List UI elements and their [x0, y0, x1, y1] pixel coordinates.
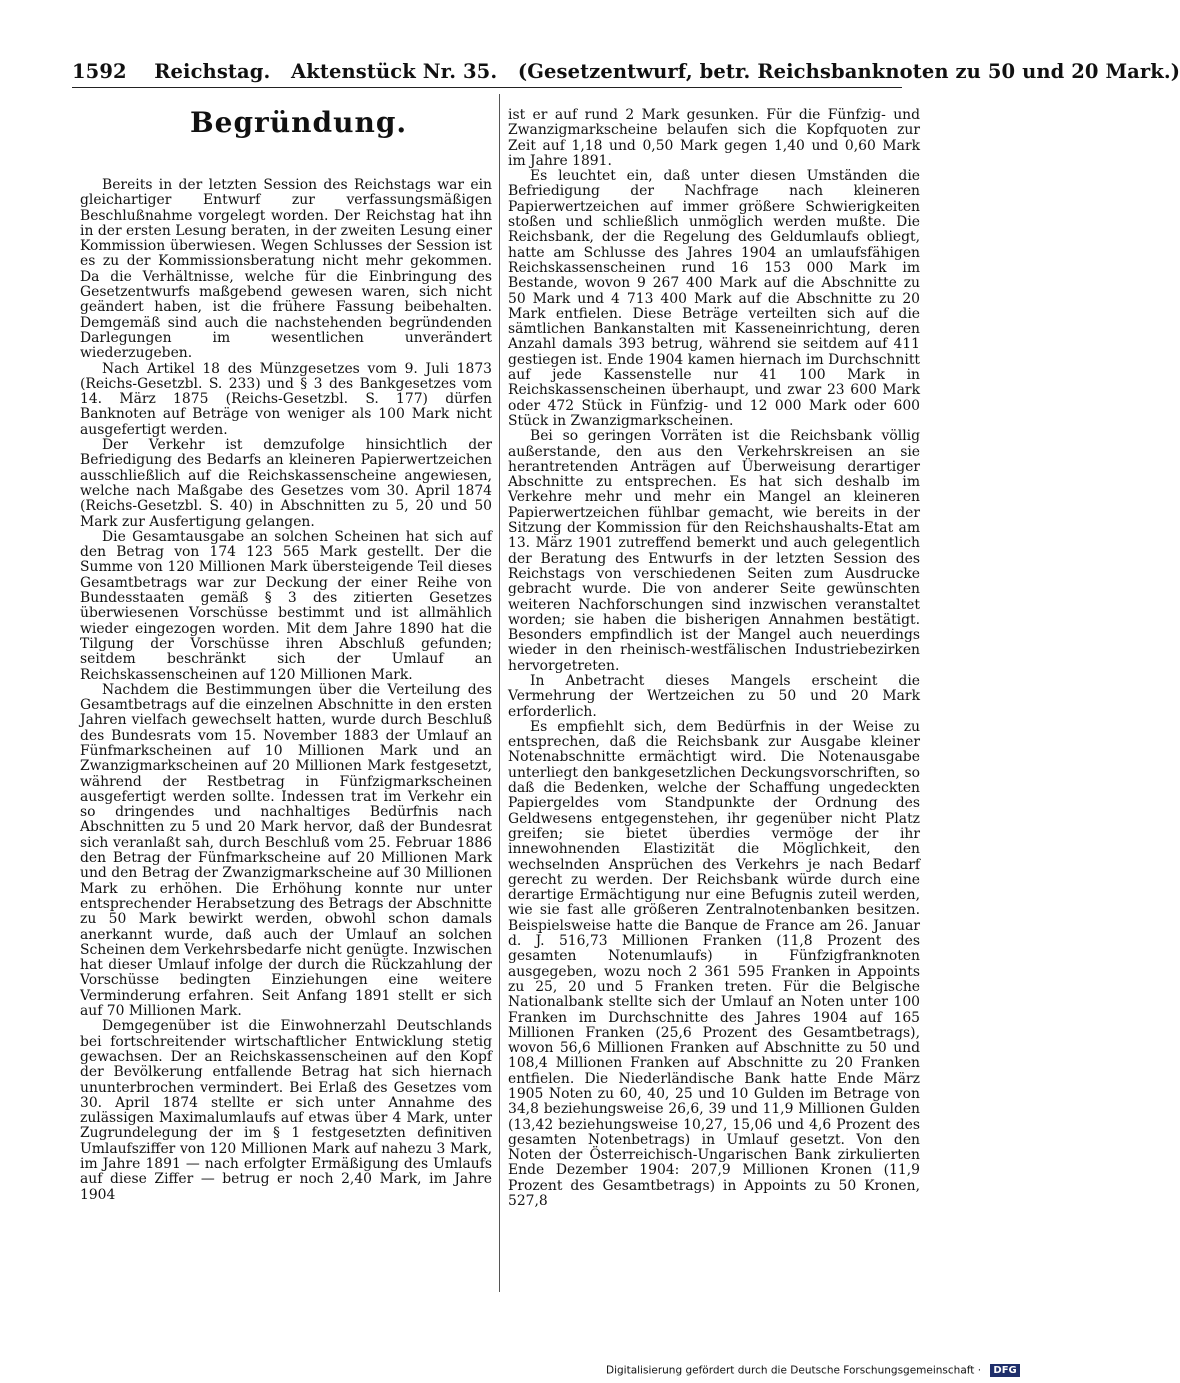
running-header: [72, 60, 1180, 88]
paragraph: Es empfiehlt sich, dem Bedürfnis in der Weise zu entsprechen, daß die Reichsbank zur Ausgabe kleiner Notenabschnitte ermächtigt wird. Die Notenausgabe unterliegt den bankgesetzlichen Deckungsvorschriften, so daß die Bedenken, welche der Schaffung ungedeckten Papiergeldes vom Standpunkte der Ordnung des Geldwesens entgegenstehen, ihr gegenüber nicht Platz greifen; sie bietet überdies vermöge der ihr innewohnenden Elastizität die Möglichkeit, den wechselnden Ansprüchen des Verkehrs je nach Bedarf gerecht zu werden. Der Reichsbank würde durch eine derartige Ermächtigung nur eine Befugnis zuteil werden, wie sie fast alle größeren Zentralnotenbanken besitzen. Beispielsweise hatte die Banque de France am 26. Januar d. J. 516,73 Millionen Franken (11,8 Prozent des gesamten Notenumlaufs) in Fünfzigfranknoten ausgegeben, wozu noch 2 361 595 Franken in Appoints zu 25, 20 und 5 Franken treten. Für die Belgische Nationalbank stellte sich der Umlauf an Noten unter 100 Franken im Durchschnitte des Jahres 1904 auf 165 Millionen Franken (25,6 Prozent des Gesamtbetrags), wovon 56,6 Millionen Franken auf Abschnitte zu 50 und 108,4 Millionen Franken auf Abschnitte zu 20 Franken entfielen. Die Niederländische Bank hatte Ende März 1905 Noten zu 60, 40, 25 und 10 Gulden im Betrage von 34,8 beziehungsweise 26,6, 39 und 11,9 Millionen Gulden (13,42 beziehungsweise 10,27, 15,06 und 4,6 Prozent des gesamten Notenbetrags) in Umlauf gesetzt. Von den Noten der Österreichisch-Ungarischen Bank zirkulierten Ende Dezember 1904: 207,9 Millionen Kronen (11,9 Prozent des Gesamtbetrags) in Appoints zu 50 Kronen, 527,8: [508, 718, 920, 1210]
paragraph: Es leuchtet ein, daß unter diesen Umständen die Befriedigung der Nachfrage nach kleineren Papierwertzeichen auf immer größere Schwierigkeiten stoßen und schließlich unmöglich werden mußte. Die Reichsbank, der die Regelung des Geldumlaufs obliegt, hatte am Schlusse des Jahres 1904 an umlaufsfähigen Reichskassenscheinen rund 16 153 000 Mark im Bestande, wovon 9 267 400 Mark auf die Abschnitte zu 50 Mark und 4 713 400 Mark auf die Abschnitte zu 20 Mark entfielen. Diese Beträge verteilten sich auf die sämtlichen Bankanstalten mit Kasseneinrichtung, deren Anzahl damals 393 betrug, während sie seitdem auf 411 gestiegen ist. Ende 1904 kamen hiernach im Durchschnitt auf jede Kassenstelle nur 41 100 Mark in Reichskassenscheinen überhaupt, und zwar 23 600 Mark oder 472 Stück in Fünfzig- und 12 000 Mark oder 600 Stück in Zwanzigmarkscheinen.: [508, 168, 920, 429]
column-separator: [499, 94, 500, 1292]
right-column: [508, 108, 920, 1209]
dfg-logo: DFG: [990, 1364, 1019, 1377]
digitization-footer: [606, 1364, 1020, 1377]
paragraph: Nachdem die Bestimmungen über die Verteilung des Gesamtbetrags auf die einzelnen Abschnitte in den ersten Jahren vielfach gewechselt hatten, wurde durch Beschluß des Bundesrats vom 15. November 1883 der Umlauf an Fünfmarkscheinen auf 10 Millionen Mark und an Zwanzigmarkscheinen auf 20 Millionen Mark festgesetzt, während der Restbetrag in Fünfzigmarkscheinen ausgefertigt werden sollte. Indessen trat im Verkehr ein so dringendes und nachhaltiges Bedürfnis nach Abschnitten zu 5 und 20 Mark hervor, daß der Bundesrat sich veranlaßt sah, durch Beschluß vom 25. Februar 1886 den Betrag der Fünfmarkscheine auf 20 Millionen Mark und den Betrag der Zwanzigmarkscheine auf 30 Millionen Mark zu erhöhen. Die Erhöhung konnte nur unter entsprechender Herabsetzung des Betrags der Abschnitte zu 50 Mark bewirkt werden, obwohl schon damals anerkannt wurde, daß auch der Umlauf an solchen Scheinen dem Verkehrsbedarfe nicht genügte. Inzwischen hat dieser Umlauf infolge der durch die Rückzahlung der Vorschüsse bedingten Einziehungen eine weitere Verminderung erfahren. Seit Anfang 1891 stellt er sich auf 70 Millionen Mark.: [80, 681, 492, 1020]
paragraph: In Anbetracht dieses Mangels erscheint die Vermehrung der Wertzeichen zu 50 und 20 Mark erforderlich.: [508, 672, 920, 720]
header-chamber: Reichstag.: [154, 60, 271, 83]
header-rule: [72, 87, 902, 88]
left-column: [80, 94, 492, 1203]
paragraph: Demgegenüber ist die Einwohnerzahl Deutschlands bei fortschreitender wirtschaftlicher Entwicklung stetig gewachsen. Der an Reichskassenscheinen auf den Kopf der Bevölkerung entfallende Betrag hat sich hiernach ununterbrochen vermindert. Bei Erlaß des Gesetzes vom 30. April 1874 stellte er sich unter Annahme des zulässigen Maximalumlaufs auf etwas über 4 Mark, unter Zugrundelegung der im § 1 festgesetzten definitiven Umlaufsziffer von 120 Millionen Mark auf nahezu 3 Mark, im Jahre 1891 — nach erfolgter Ermäßigung des Umlaufs auf diese Ziffer — betrug er noch 2,40 Mark, im Jahre 1904: [80, 1018, 492, 1203]
paragraph: Bereits in der letzten Session des Reichstags war ein gleichartiger Entwurf zur verfassungsmäßigen Beschlußnahme vorgelegt worden. Der Reichstag hat ihn in der ersten Lesung beraten, in der zweiten Lesung einer Kommission überwiesen. Wegen Schlusses der Session ist es zu der Kommissionsberatung nicht mehr gekommen. Da die Verhältnisse, welche für die Einbringung des Gesetzentwurfs maßgebend gewesen waren, sich nicht geändert haben, ist die frühere Fassung beibehalten. Demgemäß sind auch die nachstehenden begründenden Darlegungen im wesentlichen unverändert wiederzugeben.: [80, 177, 492, 362]
paragraph: Der Verkehr ist demzufolge hinsichtlich der Befriedigung des Bedarfs an kleineren Papierwertzeichen ausschließlich auf die Reichskassenscheine angewiesen, welche nach Maßgabe des Gesetzes vom 30. April 1874 (Reichs-Gesetzbl. S. 40) in Abschnitten zu 5, 20 und 50 Mark zur Ausfertigung gelangen.: [80, 437, 492, 530]
page-number: 1592: [72, 60, 127, 83]
paragraph: Bei so geringen Vorräten ist die Reichsbank völlig außerstande, den aus den Verkehrskreisen an sie herantretenden Anträgen auf Überweisung derartiger Abschnitte zu entsprechen. Es hat sich deshalb im Verkehre mehr und mehr ein Mangel an kleineren Papierwertzeichen fühlbar gemacht, wie bereits in der Sitzung der Kommission für den Reichshaushalts-Etat am 13. März 1901 zutreffend bemerkt und auch gelegentlich der Beratung des Entwurfs in der letzten Session des Reichstags von verschiedenen Seiten zum Ausdrucke gebracht wurde. Die von anderer Seite gewünschten weiteren Nachforschungen sind inzwischen veranstaltet worden; sie haben die bisherigen Annahmen bestätigt. Besonders empfindlich ist der Mangel auch neuerdings wieder in den rheinisch-westfälischen Industriebezirken hervorgetreten.: [508, 428, 920, 674]
paragraph: ist er auf rund 2 Mark gesunken. Für die Fünfzig- und Zwanzigmarkscheine belaufen sich die Kopfquoten zur Zeit auf 1,18 und 0,50 Mark gegen 1,40 und 0,60 Mark im Jahre 1891.: [508, 107, 920, 169]
paragraph: Nach Artikel 18 des Münzgesetzes vom 9. Juli 1873 (Reichs-Gesetzbl. S. 233) und § 3 des Bankgesetzes vom 14. März 1875 (Reichs-Gesetzbl. S. 177) dürfen Banknoten auf Beträge von weniger als 100 Mark nicht ausgefertigt werden.: [80, 360, 492, 438]
header-document: Aktenstück Nr. 35.: [291, 60, 498, 83]
section-title: Begründung.: [190, 106, 408, 139]
paragraph: Die Gesamtausgabe an solchen Scheinen hat sich auf den Betrag von 174 123 565 Mark gestellt. Der die Summe von 120 Millionen Mark übersteigende Teil dieses Gesamtbetrags war zur Deckung der einer Reihe von Bundesstaaten gemäß § 3 des zitierten Gesetzes überwiesenen Vorschüsse bestimmt und ist allmählich wieder eingezogen worden. Mit dem Jahre 1890 hat die Tilgung der Vorschüsse ihren Abschluß gefunden; seitdem beschränkt sich der Umlauf an Reichskassenscheinen auf 120 Millionen Mark.: [80, 528, 492, 683]
header-subject: (Gesetzentwurf, betr. Reichsbanknoten zu 50 und 20 Mark.): [517, 60, 1180, 83]
footer-text: Digitalisierung gefördert durch die Deutsche Forschungsgemeinschaft ·: [606, 1364, 982, 1377]
